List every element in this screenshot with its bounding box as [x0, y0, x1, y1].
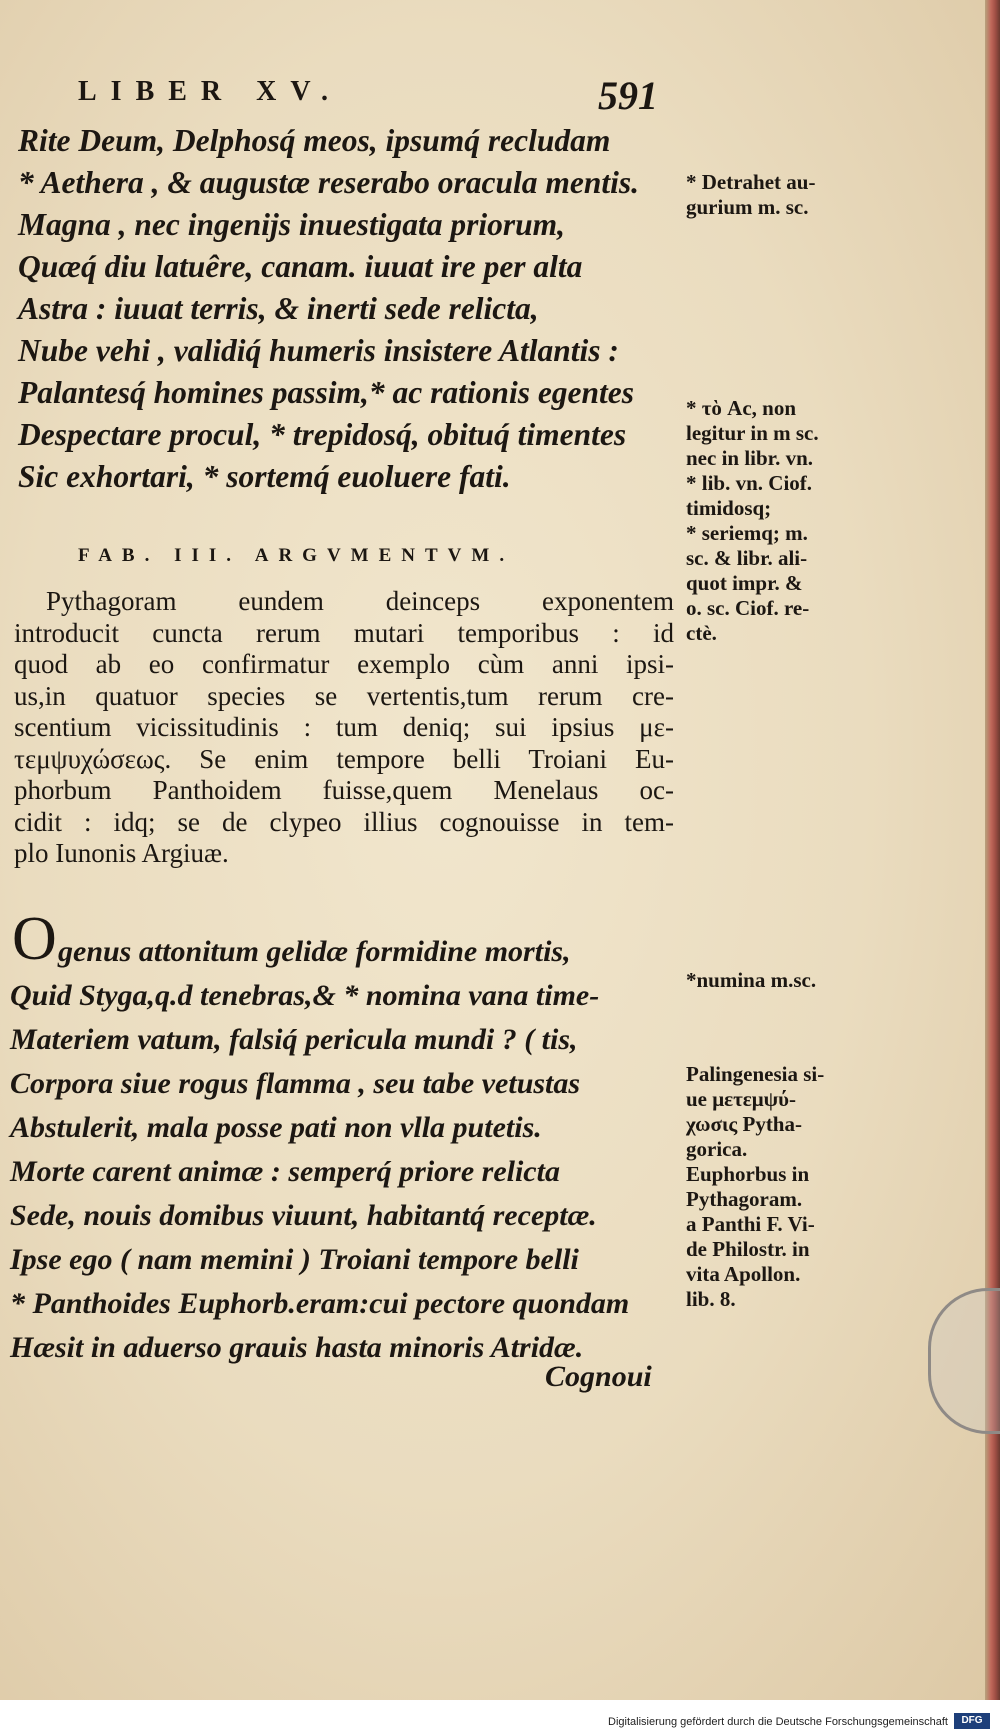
- verse-line: Sic exhortari, * sortemq́ euoluere fati.: [18, 459, 511, 494]
- verse-line: Astra : iuuat terris, & inerti sede relicta,: [18, 291, 539, 326]
- verse-line: Palantesq́ homines passim,* ac rationis egentes: [18, 375, 635, 410]
- margin-note-line: * τὸ Ac, non: [686, 396, 797, 420]
- verse-line: Quæq́ diu latuêre, canam. iuuat ire per alta: [18, 249, 583, 284]
- verse-line: Magna , nec ingenijs inuestigata priorum,: [18, 207, 565, 242]
- verse-block-2: [10, 930, 688, 1370]
- argument-line: cidit : idq; se de clypeo illius cognouisse in tem-: [14, 806, 674, 837]
- argument-line: phorbum Panthoidem fuisse,quem Menelaus oc-: [14, 775, 674, 805]
- argument-line: quod ab eo confirmatur exemplo cùm anni ipsi-: [14, 649, 674, 679]
- margin-note-line: χωσις Pytha-: [686, 1112, 802, 1136]
- margin-note: [686, 968, 876, 993]
- margin-note-line: quot impr. &: [686, 571, 803, 595]
- margin-note-line: gorica.: [686, 1137, 748, 1161]
- margin-note-line: sc. & libr. ali-: [686, 546, 808, 570]
- margin-note-line: o. sc. Ciof. re-: [686, 596, 810, 620]
- verse-block-1: [18, 120, 678, 498]
- verse-line: Quid Styga,q.d tenebras,& * nomina vana time-: [10, 979, 600, 1012]
- verse-line: Morte carent animæ : semperq́ priore relicta: [10, 1155, 560, 1188]
- margin-note-line: timidosq;: [686, 496, 772, 520]
- verse-line: Materiem vatum, falsiq́ pericula mundi ? ( tis,: [10, 1023, 578, 1056]
- argument-line: Pythagoram eundem deinceps exponentem: [46, 586, 674, 616]
- margin-note: [686, 396, 876, 646]
- argument-line: us,in quatuor species se vertentis,tum rerum cre-: [14, 680, 674, 711]
- margin-note: [686, 1062, 876, 1312]
- verse-line: Corpora siue rogus flamma , seu tabe vetustas: [10, 1067, 581, 1100]
- margin-note-line: ue μετεμψύ-: [686, 1087, 797, 1111]
- verse-line: * Aethera , & augustæ reserabo oracula mentis.: [18, 165, 640, 200]
- margin-note: [686, 170, 876, 220]
- verse-line: Rite Deum, Delphosq́ meos, ipsumq́ recludam: [18, 123, 611, 158]
- verse-line: Abstulerit, mala posse pati non vlla putetis.: [10, 1111, 542, 1144]
- margin-note-line: ctè.: [686, 621, 717, 645]
- margin-note-line: *numina m.sc.: [686, 968, 817, 992]
- margin-note-line: Euphorbus in: [686, 1162, 810, 1186]
- margin-note-line: vita Apollon.: [686, 1262, 801, 1286]
- page-number: 591: [598, 73, 658, 118]
- argument-line: τεμψυχώσεως. Se enim tempore belli Troiani Eu-: [14, 743, 674, 774]
- verse-line: Nube vehi , validiq́ humeris insistere Atlantis :: [18, 333, 619, 368]
- verse-line: Sede, nouis domibus viuunt, habitantq́ receptæ.: [10, 1199, 597, 1232]
- margin-note-line: a Panthi F. Vi-: [686, 1212, 815, 1236]
- verse-line: Despectare procul, * trepidosq́, obituq́ timentes: [18, 417, 627, 452]
- dfg-logo: DFG: [954, 1713, 990, 1729]
- argument-heading: FAB. III. ARGVMENTVM.: [78, 545, 515, 566]
- footer-credit: Digitalisierung gefördert durch die Deutsche Forschungsgemeinschaft: [608, 1716, 948, 1728]
- margin-note-line: legitur in m sc.: [686, 421, 819, 445]
- verse-line: genus attonitum gelidæ formidine mortis,: [58, 935, 571, 968]
- margin-note-line: * Detrahet au-: [686, 170, 816, 194]
- verse-line: Hæsit in aduerso grauis hasta minoris Atridæ.: [10, 1331, 584, 1364]
- verse-line: Ipse ego ( nam memini ) Troiani tempore belli: [10, 1243, 579, 1276]
- catchword: Cognoui: [545, 1360, 652, 1393]
- margin-note-line: * seriemq; m.: [686, 521, 808, 545]
- argument-body: [14, 586, 674, 870]
- margin-note-line: lib. 8.: [686, 1287, 736, 1311]
- argument-line: introducit cuncta rerum mutari temporibus : id: [14, 617, 674, 648]
- page-edge: [985, 0, 1000, 1700]
- drop-cap: O: [12, 905, 57, 973]
- margin-note-line: de Philostr. in: [686, 1237, 810, 1261]
- argument-line: scentium vicissitudinis : tum deniq; sui ipsius με-: [14, 712, 674, 742]
- verse-line: * Panthoides Euphorb.eram:cui pectore quondam: [10, 1287, 630, 1320]
- margin-note-line: nec in libr. vn.: [686, 446, 814, 470]
- margin-note-line: * lib. vn. Ciof.: [686, 471, 813, 495]
- running-head: LIBER XV.: [78, 76, 342, 107]
- margin-note-line: Pythagoram.: [686, 1187, 803, 1211]
- margin-note-line: gurium m. sc.: [686, 195, 809, 219]
- argument-line: plo Iunonis Argiuæ.: [14, 838, 229, 868]
- margin-note-line: Palingenesia si-: [686, 1062, 825, 1086]
